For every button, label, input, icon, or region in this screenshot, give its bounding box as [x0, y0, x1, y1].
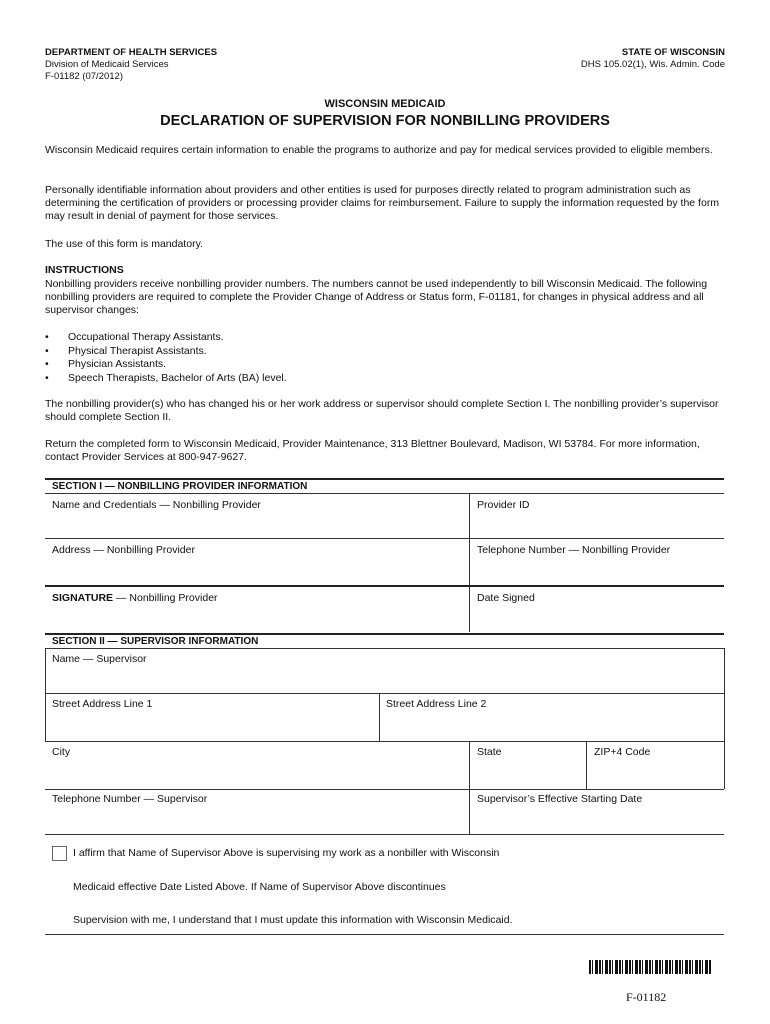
signature-label-rest: — Nonbilling Provider [113, 592, 218, 604]
street-address-2-label: Street Address Line 2 [386, 698, 487, 710]
instructions-paragraph-4: The nonbilling provider(s) who has changed his or her work address or supervisor should complete Section I. The nonbilling provider’s supervisor should complete Section II. [45, 398, 719, 423]
effective-date-field[interactable] [470, 790, 724, 834]
list-item: • Physical Therapist Assistants. [45, 345, 287, 359]
date-signed-label: Date Signed [477, 592, 535, 604]
provider-type-list [45, 331, 287, 385]
department-name: DEPARTMENT OF HEALTH SERVICES [45, 47, 218, 58]
provider-address-label: Address — Nonbilling Provider [52, 544, 195, 556]
supervisor-name-label: Name — Supervisor [52, 653, 147, 665]
provider-name-credentials-label: Name and Credentials — Nonbilling Provider [52, 499, 261, 511]
city-label: City [52, 746, 71, 758]
program-title: WISCONSIN MEDICAID [324, 98, 446, 110]
section-1-title: SECTION I — NONBILLING PROVIDER INFORMATION [52, 481, 308, 492]
provider-signature-field[interactable] [45, 588, 469, 632]
footer-form-code: F-01182 [626, 990, 667, 1004]
street-address-2-field[interactable] [380, 694, 724, 740]
affirm-bottom-rule [45, 934, 724, 935]
state-label: State [477, 746, 502, 758]
state-field[interactable] [470, 742, 586, 788]
affirm-text-line-1: I affirm that Name of Supervisor Above is supervising my work as a nonbiller with Wisconsin [73, 847, 500, 859]
row-rule [45, 834, 724, 835]
row-rule [45, 585, 724, 587]
provider-telephone-label: Telephone Number — Nonbilling Provider [477, 544, 671, 556]
section-2-title: SECTION II — SUPERVISOR INFORMATION [52, 636, 259, 647]
instructions-text: Nonbilling providers receive nonbilling provider numbers. The numbers cannot be used independently to bill Wisconsin Medicaid. The following nonbilling providers are required to complete the Provider Change of Address or Status form, F-01181, for changes in physical address and all supervisor changes: [45, 278, 708, 316]
section-2-top-rule [45, 633, 724, 635]
instructions-paragraph-5: Return the completed form to Wisconsin Medicaid, Provider Maintenance, 313 Blettner Boulevard, Madison, WI 53784. For more information, contact Provider Services at 800-947-9627. [45, 438, 700, 463]
provider-name-credentials-field[interactable] [45, 494, 469, 538]
provider-id-label: Provider ID [477, 499, 530, 511]
barcode [589, 960, 711, 974]
provider-address-field[interactable] [45, 539, 469, 585]
zip-code-label: ZIP+4 Code [594, 746, 651, 758]
intro-paragraph-2: Personally identifiable information about providers and other entities is used for purposes directly related to program administration such as determining the certification of providers or processing provider claims for reimbursement. Failure to supply the information requested by the form may result in denial of payment for those services. [45, 184, 720, 222]
form-number: F-01182 (07/2012) [45, 71, 123, 82]
affirm-text-line-3: Supervision with me, I understand that I must update this information with Wisconsin Medicaid. [73, 914, 513, 926]
section-1-top-rule [45, 478, 724, 480]
section-2-right-border [724, 648, 725, 789]
instructions-heading: INSTRUCTIONS [45, 264, 124, 276]
zip-code-field[interactable] [587, 742, 724, 788]
list-item: • Occupational Therapy Assistants. [45, 331, 287, 345]
provider-telephone-field[interactable] [470, 539, 724, 585]
admin-code: DHS 105.02(1), Wis. Admin. Code [580, 59, 725, 70]
supervisor-telephone-field[interactable] [45, 790, 469, 834]
intro-paragraph-1: Wisconsin Medicaid requires certain information to enable the programs to authorize and pay for medical services provided to eligible members. [45, 144, 713, 156]
effective-date-label: Supervisor’s Effective Starting Date [477, 793, 643, 805]
intro-paragraph-3: The use of this form is mandatory. [45, 238, 203, 250]
street-address-1-label: Street Address Line 1 [52, 698, 153, 710]
affirm-checkbox[interactable] [52, 846, 67, 861]
division-name: Division of Medicaid Services [45, 59, 169, 70]
signature-label-bold: SIGNATURE [52, 592, 114, 604]
list-item: • Physician Assistants. [45, 358, 287, 372]
supervisor-name-field[interactable] [46, 649, 724, 693]
state-name: STATE OF WISCONSIN [621, 47, 725, 58]
date-signed-field[interactable] [470, 588, 724, 632]
street-address-1-field[interactable] [46, 694, 379, 740]
list-item: • Speech Therapists, Bachelor of Arts (BA) level. [45, 372, 287, 386]
city-field[interactable] [45, 742, 469, 788]
provider-id-field[interactable] [470, 494, 724, 538]
signature-label [52, 592, 218, 604]
supervisor-telephone-label: Telephone Number — Supervisor [52, 793, 208, 805]
page-title: DECLARATION OF SUPERVISION FOR NONBILLING PROVIDERS [160, 113, 610, 129]
affirm-text-line-2: Medicaid effective Date Listed Above. If Name of Supervisor Above discontinues [73, 881, 446, 893]
